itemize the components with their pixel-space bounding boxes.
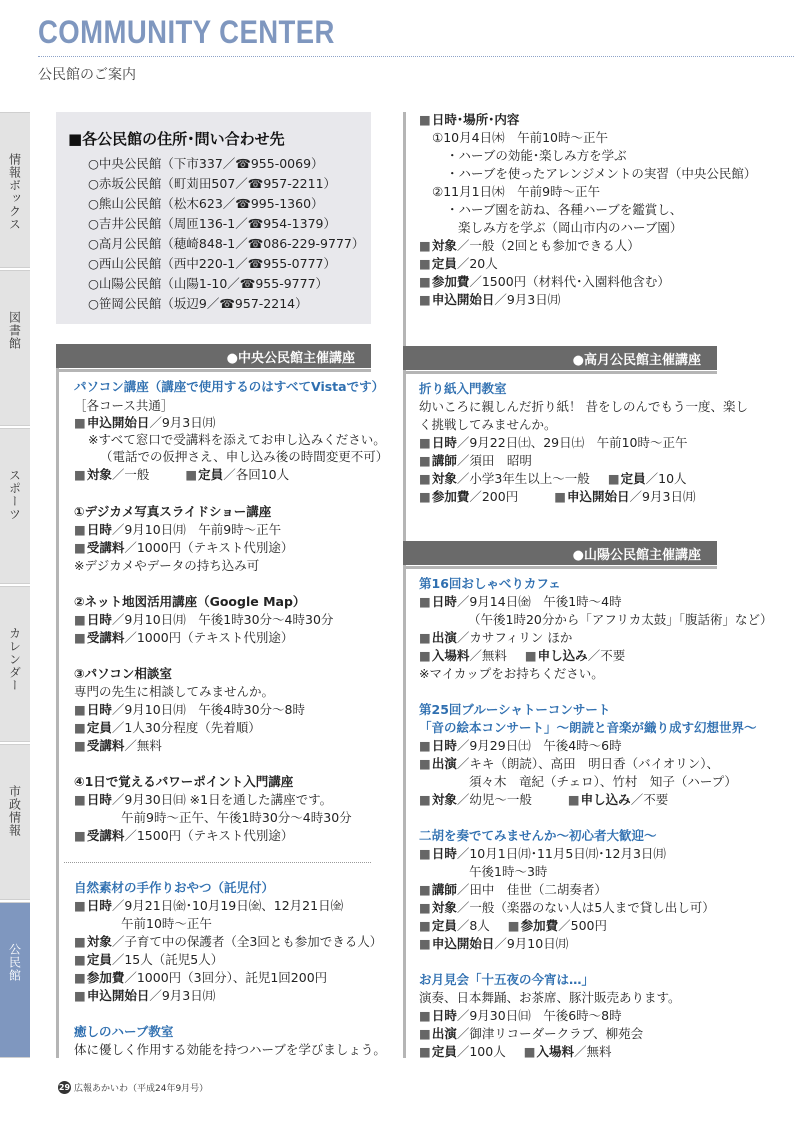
apply-start-row: ■ 申込開始日／9月3日㈪ — [74, 415, 215, 431]
admission-value: 無料 — [586, 1044, 612, 1059]
herb-course-title: 癒しのハーブ教室 — [74, 1024, 174, 1039]
snack-date-line2: 午前10時～正午 — [121, 916, 212, 931]
erhu-date-row: ■ 日時／10月1日㈪･11月5日㈪･12月3日㈪ — [419, 846, 666, 862]
capacity-value: 8人 — [469, 918, 490, 933]
address-line: ○高月公民館（穂崎848-1／☎086-229-9777） — [88, 236, 365, 251]
target-label: ■ 対象 — [419, 238, 457, 253]
moon-viewing-capacity-row: ■ 定員／100人■ 入場料／無料 — [419, 1044, 612, 1060]
date-value: 9月10日㈪ 午後1時30分～4時30分 — [124, 612, 334, 627]
fee-value: 1000円（テキスト代別途） — [136, 630, 294, 645]
page-subtitle: 公民館のご案内 — [38, 67, 136, 83]
capacity-value: 1人30分程度（先着順） — [124, 720, 261, 735]
chuo-section-header: ●中央公民館主催講座 — [56, 344, 371, 368]
capacity-value: 各回10人 — [235, 467, 290, 482]
left-column-rule — [56, 344, 59, 1058]
side-tab-city-info[interactable] — [0, 744, 30, 900]
address-line: ○中央公民館（下市337／☎955-0069） — [88, 156, 324, 171]
moon-viewing-date-row: ■ 日時／9月30日㈰ 午後6時～8時 — [419, 1008, 622, 1024]
performer-value: 御津リコーダークラブ、柳苑会 — [469, 1026, 644, 1041]
side-tab-info-box[interactable] — [0, 112, 30, 268]
note-line: ※すべて窓口で受講料を添えてお申し込みください。 — [88, 432, 386, 447]
snack-fee-row: ■ 参加費／1000円（3回分）、託児1回200円 — [74, 970, 327, 986]
target-label: ■ 対象 — [74, 467, 112, 482]
address-line: ○赤坂公民館（町苅田507／☎957-2211） — [88, 176, 337, 191]
apply-start-label: ■ 申込開始日 — [74, 415, 149, 430]
herb-target-row: ■ 対象／一般（2回とも参加できる人） — [419, 238, 640, 254]
concert-performer-line2: 須々木 竜紀（チェロ）、竹村 知子（ハープ） — [469, 774, 737, 789]
fee-label: ■ 参加費 — [419, 489, 469, 504]
apply-start-label: ■ 申込開始日 — [554, 489, 629, 504]
herb-apply-row: ■ 申込開始日／9月3日㈪ — [419, 292, 560, 308]
sanyo-section-header: ●山陽公民館主催講座 — [403, 541, 717, 565]
erhu-target-row: ■ 対象／一般（楽器のない人は5人まで貸し出し可） — [419, 900, 715, 916]
teacher-label: ■ 講師 — [419, 882, 457, 897]
right-column-rule-bottom — [403, 541, 406, 1058]
cafe-title: 第16回おしゃべりカフェ — [419, 576, 561, 591]
admission-value: 無料 — [481, 648, 507, 663]
origami-target-row: ■ 対象／小学3年生以上～一般■ 定員／10人 — [419, 471, 687, 487]
course-4-date-line2: 午前9時～正午、午後1時30分～4時30分 — [121, 810, 352, 825]
course-2-date-row: ■ 日時／9月10日㈪ 午後1時30分～4時30分 — [74, 612, 333, 628]
common-label: ［各コース共通］ — [74, 398, 174, 413]
performer-label: ■ 出演 — [419, 630, 457, 645]
fee-value: 無料 — [136, 738, 162, 753]
application-label: ■ 申し込み — [525, 648, 588, 663]
fee-value: 500円 — [570, 918, 607, 933]
side-tab-label: 情報ボックス — [7, 153, 22, 231]
address-line: ○吉井公民館（周匝136-1／☎954-1379） — [88, 216, 336, 231]
herb-schedule-line: ・ハーブの効能･楽しみ方を学ぶ — [446, 148, 627, 163]
date-value: 9月30日㈰ 午後6時～8時 — [469, 1008, 622, 1023]
target-capacity-row: ■ 対象／一般■ 定員／各回10人 — [74, 467, 289, 483]
cafe-performer-row: ■ 出演／カサフィリン ほか — [419, 630, 572, 646]
side-tab-label: カレンダー — [7, 627, 22, 692]
side-tab-label: スポーツ — [7, 469, 22, 521]
erhu-teacher-row: ■ 講師／田中 佳世（二胡奏者） — [419, 882, 607, 898]
footer-publication: 広報あかいわ（平成24年9月号） — [74, 1084, 209, 1094]
performer-label: ■ 出演 — [419, 756, 457, 771]
side-tab-label: 図書館 — [7, 311, 22, 350]
teacher-value: 須田 昭明 — [469, 453, 532, 468]
admission-label: ■ 入場料 — [419, 648, 469, 663]
origami-desc: 幼いころに親しんだ折り紙！ 昔をしのんでもう一度、楽し — [419, 399, 748, 414]
target-value: 小学3年生以上～一般 — [469, 471, 590, 486]
date-value: 9月22日㈯、29日㈯ 午前10時～正午 — [469, 435, 688, 450]
fee-value: 200円 — [481, 489, 519, 504]
address-line: ○熊山公民館（松木623／☎995-1360） — [88, 196, 324, 211]
performer-label: ■ 出演 — [419, 1026, 457, 1041]
concert-subtitle: 「音の絵本コンサート」～朗読と音楽が織り成す幻想世界～ — [419, 720, 757, 735]
concert-target-row: ■ 対象／幼児～一般■ 申し込み／不要 — [419, 792, 668, 808]
takatsuki-section-header: ●高月公民館主催講座 — [403, 346, 717, 370]
fee-label: ■ 受講料 — [74, 828, 124, 843]
course-1-note: ※デジカメやデータの持ち込み可 — [74, 558, 260, 573]
capacity-label: ■ 定員 — [419, 256, 457, 271]
herb-capacity-row: ■ 定員／20人 — [419, 256, 498, 272]
side-tab-label: 公民館 — [7, 943, 22, 982]
target-value: 子育て中の保護者（全3回とも参加できる人） — [124, 934, 383, 949]
application-label: ■ 申し込み — [568, 792, 631, 807]
fee-value: 1500円（材料代･入園料他含む） — [481, 274, 670, 289]
target-label: ■ 対象 — [74, 934, 112, 949]
course-1-date-row: ■ 日時／9月10日㈪ 午前9時～正午 — [74, 522, 281, 538]
herb-course-desc: 体に優しく作用する効能を持つハーブを学びましょう。 — [74, 1042, 386, 1057]
concert-title: 第25回ブルーシャトーコンサート — [419, 702, 611, 717]
date-label: ■ 日時 — [74, 702, 112, 717]
erhu-apply-row: ■ 申込開始日／9月10日㈪ — [419, 936, 568, 952]
course-4-date-row: ■ 日時／9月30日㈰ ※1日を通した講座です。 — [74, 792, 332, 808]
target-value: 一般（2回とも参加できる人） — [469, 238, 640, 253]
fee-value: 1500円（テキスト代別途） — [136, 828, 294, 843]
date-label: ■ 日時 — [74, 522, 112, 537]
herb-schedule-line: ・ハーブを使ったアレンジメントの実習（中央公民館） — [446, 166, 757, 181]
fee-label: ■ 参加費 — [419, 274, 469, 289]
capacity-value: 20人 — [469, 256, 498, 271]
cafe-fee-row: ■ 入場料／無料■ 申し込み／不要 — [419, 648, 625, 664]
right-column-rule-mid — [403, 346, 406, 546]
course-4-fee-row: ■ 受講料／1500円（テキスト代別途） — [74, 828, 293, 844]
herb-schedule-line: ・ハーブ園を訪ね、各種ハーブを鑑賞し、 — [446, 202, 683, 217]
course-1-fee-row: ■ 受講料／1000円（テキスト代別途） — [74, 540, 293, 556]
side-tab-library[interactable] — [0, 270, 30, 426]
pc-course-title: パソコン講座（講座で使用するのはすべてVistaです） — [74, 379, 385, 394]
side-tab-label: 市政情報 — [7, 785, 22, 837]
moon-viewing-desc: 演奏、日本舞踊、お茶席、豚汁販売あります。 — [419, 990, 681, 1005]
fee-label: ■ 参加費 — [74, 970, 124, 985]
apply-start-value: 9月3日㈪ — [506, 292, 561, 307]
section-divider — [64, 862, 371, 863]
apply-start-value: 9月3日㈪ — [642, 489, 696, 504]
date-label: ■ 日時 — [74, 792, 112, 807]
capacity-label: ■ 定員 — [608, 471, 646, 486]
date-value: 9月10日㈪ 午前9時～正午 — [124, 522, 282, 537]
course-4-title: ④1日で覚えるパワーポイント入門講座 — [74, 774, 294, 789]
concert-performer-row: ■ 出演／キキ（朗読）、高田 明日香（バイオリン）、 — [419, 756, 719, 772]
apply-start-label: ■ 申込開始日 — [74, 988, 149, 1003]
date-label: ■ 日時 — [419, 846, 457, 861]
erhu-title: 二胡を奏でてみませんか～初心者大歓迎～ — [419, 828, 657, 843]
capacity-label: ■ 定員 — [185, 467, 223, 482]
origami-title: 折り紙入門教室 — [419, 381, 507, 396]
date-label: ■ 日時 — [419, 738, 457, 753]
target-value: 幼児～一般 — [469, 792, 532, 807]
date-label: ■ 日時 — [419, 435, 457, 450]
capacity-value: 10人 — [658, 471, 687, 486]
date-label: ■ 日時 — [74, 898, 112, 913]
date-value: 9月14日㈮ 午後1時～4時 — [469, 594, 622, 609]
moon-viewing-performer-row: ■ 出演／御津リコーダークラブ、柳苑会 — [419, 1026, 643, 1042]
origami-date-row: ■ 日時／9月22日㈯、29日㈯ 午前10時～正午 — [419, 435, 688, 451]
date-label: ■ 日時 — [419, 1008, 457, 1023]
course-3-capacity-row: ■ 定員／1人30分程度（先着順） — [74, 720, 261, 736]
cafe-date-line2: （午後1時20分から「アフリカ太鼓」「腹話術」など） — [468, 612, 773, 627]
herb-schedule-row — [419, 112, 519, 128]
moon-viewing-title: お月見会「十五夜の今宵は…」 — [419, 972, 595, 987]
teacher-label: ■ 講師 — [419, 453, 457, 468]
cafe-note: ※マイカップをお持ちください。 — [419, 666, 604, 681]
fee-label: ■ 受講料 — [74, 540, 124, 555]
side-tab-community-center[interactable] — [0, 902, 30, 1058]
target-value: 一般 — [124, 467, 150, 482]
cafe-date-row: ■ 日時／9月14日㈮ 午後1時～4時 — [419, 594, 622, 610]
fee-label: ■ 受講料 — [74, 630, 124, 645]
origami-fee-row: ■ 参加費／200円■ 申込開始日／9月3日㈪ — [419, 489, 695, 505]
origami-teacher-row: ■ 講師／須田 昭明 — [419, 453, 532, 469]
target-label: ■ 対象 — [419, 900, 457, 915]
address-line: ○西山公民館（西中220-1／☎955-0777） — [88, 256, 336, 271]
page-title: COMMUNITY CENTER — [38, 14, 335, 50]
erhu-date-line2: 午後1時～3時 — [469, 864, 548, 879]
herb-schedule-line: ②11月1日㈭ 午前9時～正午 — [432, 184, 601, 199]
header-divider — [38, 56, 794, 57]
capacity-value: 100人 — [469, 1044, 506, 1059]
course-3-desc: 専門の先生に相談してみませんか。 — [74, 684, 275, 699]
address-line: ○笹岡公民館（坂辺9／☎957-2214） — [88, 296, 308, 311]
date-value: 10月1日㈪･11月5日㈪･12月3日㈪ — [469, 846, 666, 861]
side-tab-sports[interactable] — [0, 428, 30, 584]
date-value: 9月29日㈯ 午後4時～6時 — [469, 738, 622, 753]
target-label: ■ 対象 — [419, 471, 457, 486]
date-value: 9月10日㈪ 午後4時30分～8時 — [124, 702, 306, 717]
course-2-fee-row: ■ 受講料／1000円（テキスト代別途） — [74, 630, 293, 646]
performer-value: カサフィリン ほか — [469, 630, 573, 645]
erhu-capacity-fee-row: ■ 定員／8人■ 参加費／500円 — [419, 918, 607, 934]
course-3-title: ③パソコン相談室 — [74, 666, 172, 681]
course-1-title: ①デジカメ写真スライドショー講座 — [74, 504, 272, 519]
performer-value: キキ（朗読）、高田 明日香（バイオリン）、 — [469, 756, 719, 771]
course-3-fee-row: ■ 受講料／無料 — [74, 738, 162, 754]
date-label: ■ 日時 — [74, 612, 112, 627]
fee-value: 1000円（テキスト代別途） — [136, 540, 294, 555]
herb-schedule-line: 楽しみ方を学ぶ（岡山市内のハーブ園） — [458, 220, 683, 235]
capacity-label: ■ 定員 — [419, 918, 457, 933]
application-value: 不要 — [600, 648, 626, 663]
note-line: （電話での仮押さえ、申し込み後の時間変更不可） — [100, 449, 389, 464]
fee-value: 1000円（3回分）、託児1回200円 — [136, 970, 328, 985]
snack-date-row: ■ 日時／9月21日㈮･10月19日㈮、12月21日㈮ — [74, 898, 343, 914]
herb-schedule-line: ①10月4日㈭ 午前10時～正午 — [432, 130, 608, 145]
address-box-title: ■各公民館の住所･問い合わせ先 — [68, 130, 285, 148]
apply-start-label: ■ 申込開始日 — [419, 936, 494, 951]
origami-desc: く挑戦してみませんか。 — [419, 417, 557, 432]
course-2-title: ②ネット地図活用講座（Google Map） — [74, 594, 306, 609]
capacity-label: ■ 定員 — [74, 720, 112, 735]
concert-date-row: ■ 日時／9月29日㈯ 午後4時～6時 — [419, 738, 622, 754]
apply-start-value: 9月10日㈪ — [506, 936, 569, 951]
schedule-label: ■ 日時･場所･内容 — [419, 112, 519, 127]
right-column-rule-top — [403, 112, 406, 352]
snack-capacity-row: ■ 定員／15人（託児5人） — [74, 952, 223, 968]
snack-course-title: 自然素材の手作りおやつ（託児付） — [74, 880, 275, 895]
snack-target-row: ■ 対象／子育て中の保護者（全3回とも参加できる人） — [74, 934, 382, 950]
apply-start-value: 9月3日㈪ — [161, 988, 216, 1003]
target-value: 一般（楽器のない人は5人まで貸し出し可） — [469, 900, 715, 915]
target-label: ■ 対象 — [419, 792, 457, 807]
course-3-date-row: ■ 日時／9月10日㈪ 午後4時30分～8時 — [74, 702, 305, 718]
date-value: 9月21日㈮･10月19日㈮、12月21日㈮ — [124, 898, 344, 913]
apply-start-value: 9月3日㈪ — [161, 415, 216, 430]
fee-label: ■ 参加費 — [508, 918, 558, 933]
admission-label: ■ 入場料 — [524, 1044, 574, 1059]
apply-start-label: ■ 申込開始日 — [419, 292, 494, 307]
herb-fee-row: ■ 参加費／1500円（材料代･入園料他含む） — [419, 274, 670, 290]
capacity-label: ■ 定員 — [74, 952, 112, 967]
application-value: 不要 — [643, 792, 669, 807]
capacity-value: 15人（託児5人） — [124, 952, 224, 967]
date-label: ■ 日時 — [419, 594, 457, 609]
address-line: ○山陽公民館（山陽1-10／☎955-9777） — [88, 276, 329, 291]
side-tab-calendar[interactable] — [0, 586, 30, 742]
date-value: 9月30日㈰ ※1日を通した講座です。 — [124, 792, 333, 807]
snack-apply-row: ■ 申込開始日／9月3日㈪ — [74, 988, 215, 1004]
capacity-label: ■ 定員 — [419, 1044, 457, 1059]
fee-label: ■ 受講料 — [74, 738, 124, 753]
page-number-badge: 29 — [58, 1083, 71, 1092]
teacher-value: 田中 佳世（二胡奏者） — [469, 882, 607, 897]
